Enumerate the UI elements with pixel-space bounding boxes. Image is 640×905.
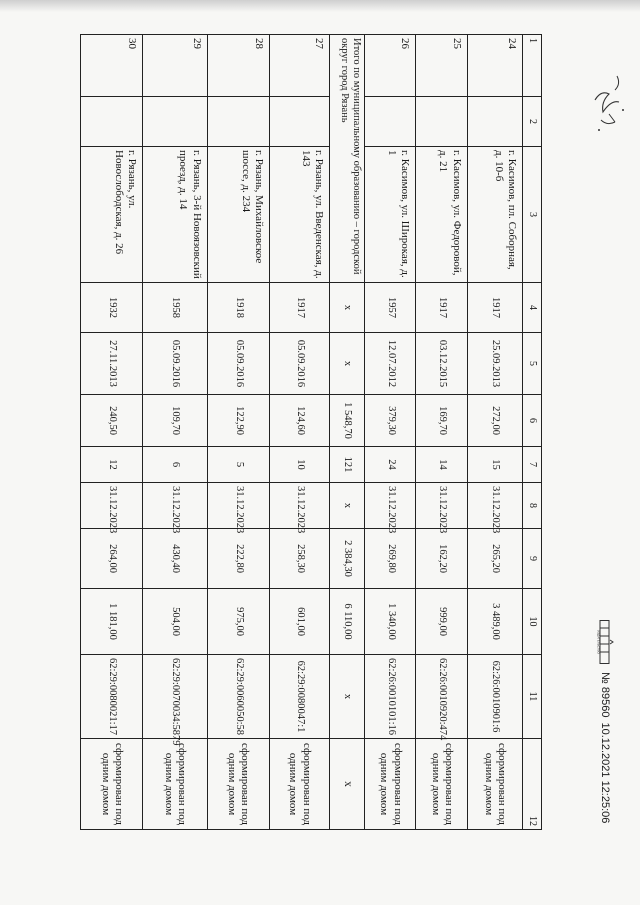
col-num-3: 3 xyxy=(523,147,542,283)
address-cell: г. Рязань, ул. Новослободская, д. 26 xyxy=(81,147,143,283)
date-cell: 05.09.2016 xyxy=(207,333,269,395)
area-cell: 1 548,70 xyxy=(329,395,365,447)
col2-cell xyxy=(269,97,329,147)
col2-cell xyxy=(467,97,523,147)
year-cell: 1958 xyxy=(143,283,207,333)
area-cell: 109,70 xyxy=(143,395,207,447)
col2-cell xyxy=(365,97,416,147)
column-number-row xyxy=(523,35,542,830)
deadline-cell: 31.12.2023 xyxy=(467,483,523,529)
count-cell: 24 xyxy=(365,447,416,483)
note-cell: сформирован под одним домом xyxy=(365,739,416,830)
note-cell: сформирован под одним домом xyxy=(81,739,143,830)
col-num-8: 8 xyxy=(523,483,542,529)
value9-cell: 2 384,30 xyxy=(329,529,365,589)
note-cell: сформирован под одним домом xyxy=(416,739,467,830)
year-cell: 1917 xyxy=(467,283,523,333)
col-num-9: 9 xyxy=(523,529,542,589)
document-datetime: 10.12.2021 12:25:06 xyxy=(599,722,611,824)
col-num-5: 5 xyxy=(523,333,542,395)
subtotal-row xyxy=(329,35,365,830)
year-cell: 1957 xyxy=(365,283,416,333)
note-cell: сформирован под одним домом xyxy=(269,739,329,830)
address-cell: г. Касимов, ул. Широкая, д. 1 xyxy=(365,147,416,283)
table-row xyxy=(269,35,329,830)
table-row xyxy=(467,35,523,830)
count-cell: 10 xyxy=(269,447,329,483)
date-cell: х xyxy=(329,333,365,395)
address-cell: г. Рязань, 3-й Новоязовский проезд, д. 14 xyxy=(143,147,207,283)
date-cell: 05.09.2016 xyxy=(143,333,207,395)
count-cell: 14 xyxy=(416,447,467,483)
area-cell: 240,50 xyxy=(81,395,143,447)
cadastral-number-cell: 62:29:0080047:1 xyxy=(269,655,329,739)
svg-text:ИЗДАТЕЛЬСТВО: ИЗДАТЕЛЬСТВО xyxy=(596,630,601,654)
area-cell: 124,60 xyxy=(269,395,329,447)
year-cell: 1918 xyxy=(207,283,269,333)
area-cell: 379,30 xyxy=(365,395,416,447)
count-cell: 12 xyxy=(81,447,143,483)
value10-cell: 6 110,00 xyxy=(329,589,365,655)
date-cell: 25.09.2013 xyxy=(467,333,523,395)
count-cell: 6 xyxy=(143,447,207,483)
row-number: 26 xyxy=(365,35,416,97)
col2-cell xyxy=(416,97,467,147)
cadastral-number-cell: 62:26:0010101:16 xyxy=(365,655,416,739)
date-cell: 03.12.2015 xyxy=(416,333,467,395)
col2-cell xyxy=(81,97,143,147)
publisher-stamp xyxy=(597,620,613,664)
area-cell: 272,00 xyxy=(467,395,523,447)
address-cell: г. Касимов, ул. Федоровой, д. 21 xyxy=(416,147,467,283)
cadastral-number-cell: х xyxy=(329,655,365,739)
count-cell: 15 xyxy=(467,447,523,483)
deadline-cell: 31.12.2023 xyxy=(81,483,143,529)
value9-cell: 269,80 xyxy=(365,529,416,589)
deadline-cell: 31.12.2023 xyxy=(207,483,269,529)
note-cell: сформирован под одним домом xyxy=(467,739,523,830)
date-cell: 05.09.2016 xyxy=(269,333,329,395)
table-row xyxy=(365,35,416,830)
address-cell: г. Касимов, пл. Соборная, д. 10-б xyxy=(467,147,523,283)
row-number: 30 xyxy=(81,35,143,97)
cadastral-number-cell: 62:29:0070034:5879 xyxy=(143,655,207,739)
publisher-stamp-icon xyxy=(597,620,613,664)
value10-cell: 1 181,00 xyxy=(81,589,143,655)
col-num-10: 10 xyxy=(523,589,542,655)
value10-cell: 999,00 xyxy=(416,589,467,655)
value9-cell: 222,80 xyxy=(207,529,269,589)
handwritten-mark xyxy=(587,70,633,140)
subtotal-label: Итого по муниципальному образованию – городской округ город Рязань xyxy=(329,35,365,283)
year-cell: х xyxy=(329,283,365,333)
col-num-6: 6 xyxy=(523,395,542,447)
year-cell: 1917 xyxy=(269,283,329,333)
deadline-cell: х xyxy=(329,483,365,529)
note-cell: сформирован под одним домом xyxy=(207,739,269,830)
deadline-cell: 31.12.2023 xyxy=(416,483,467,529)
register-table xyxy=(80,34,542,830)
table-row xyxy=(207,35,269,830)
value9-cell: 265,20 xyxy=(467,529,523,589)
cadastral-number-cell: 62:26:0010920:474 xyxy=(416,655,467,739)
col-num-11: 11 xyxy=(523,655,542,739)
value10-cell: 975,00 xyxy=(207,589,269,655)
col-num-2: 2 xyxy=(523,97,542,147)
row-number: 27 xyxy=(269,35,329,97)
year-cell: 1932 xyxy=(81,283,143,333)
cadastral-number-cell: 62:29:0080021:17 xyxy=(81,655,143,739)
value10-cell: 601,00 xyxy=(269,589,329,655)
document-id: № 89560 xyxy=(599,672,611,718)
year-cell: 1917 xyxy=(416,283,467,333)
area-cell: 169,70 xyxy=(416,395,467,447)
date-cell: 27.11.2013 xyxy=(81,333,143,395)
row-number: 29 xyxy=(143,35,207,97)
value10-cell: 3 489,00 xyxy=(467,589,523,655)
footer-block xyxy=(595,620,615,892)
table-row xyxy=(416,35,467,830)
value10-cell: 1 340,00 xyxy=(365,589,416,655)
value9-cell: 430,40 xyxy=(143,529,207,589)
area-cell: 122,90 xyxy=(207,395,269,447)
note-cell: сформирован под одним домом xyxy=(143,739,207,830)
col-num-1: 1 xyxy=(523,35,542,97)
row-number: 25 xyxy=(416,35,467,97)
scan-top-edge xyxy=(0,0,640,12)
col-num-7: 7 xyxy=(523,447,542,483)
row-number: 24 xyxy=(467,35,523,97)
table-row xyxy=(81,35,143,830)
col2-cell xyxy=(207,97,269,147)
deadline-cell: 31.12.2023 xyxy=(269,483,329,529)
value9-cell: 162,20 xyxy=(416,529,467,589)
deadline-cell: 31.12.2023 xyxy=(365,483,416,529)
address-cell: г. Рязань, ул. Введенская, д. 143 xyxy=(269,147,329,283)
scanned-table-area xyxy=(80,34,542,829)
address-cell: г. Рязань, Михайловское шоссе, д. 234 xyxy=(207,147,269,283)
note-cell: х xyxy=(329,739,365,830)
count-cell: 5 xyxy=(207,447,269,483)
cadastral-number-cell: 62:26:0010901:6 xyxy=(467,655,523,739)
count-cell: 121 xyxy=(329,447,365,483)
cadastral-number-cell: 62:29:0060050:58 xyxy=(207,655,269,739)
row-number: 28 xyxy=(207,35,269,97)
rotated-table-wrapper xyxy=(80,34,542,829)
deadline-cell: 31.12.2023 xyxy=(143,483,207,529)
date-cell: 12.07.2012 xyxy=(365,333,416,395)
value9-cell: 258,30 xyxy=(269,529,329,589)
table-row xyxy=(143,35,207,830)
value9-cell: 264,00 xyxy=(81,529,143,589)
col-num-12: 12 xyxy=(523,739,542,830)
col-num-4: 4 xyxy=(523,283,542,333)
value10-cell: 504,00 xyxy=(143,589,207,655)
col2-cell xyxy=(143,97,207,147)
